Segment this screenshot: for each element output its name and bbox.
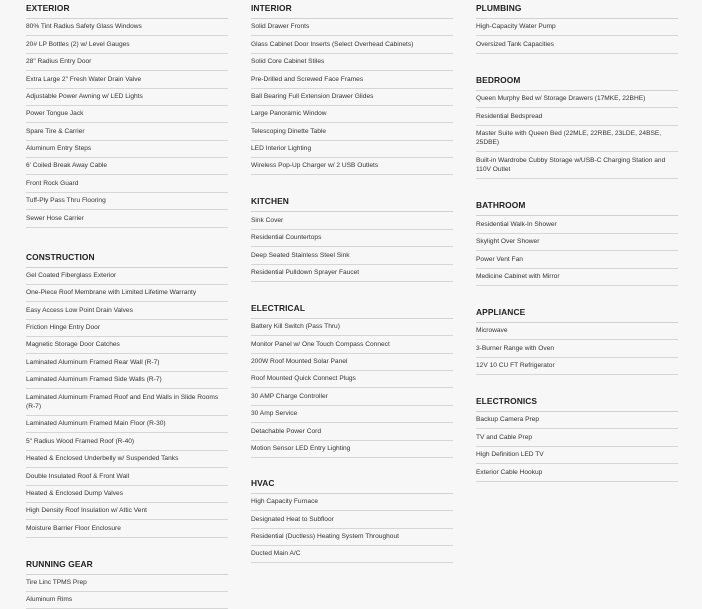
feature-item: High Density Roof Insulation w/ Attic Vent (26, 503, 228, 520)
feature-item: 30 Amp Service (251, 406, 453, 423)
feature-list (26, 19, 228, 228)
section-heading: RUNNING GEAR (26, 558, 228, 575)
feature-item: 30 AMP Charge Controller (251, 388, 453, 405)
features-column-3 (476, 0, 678, 482)
feature-item: High Capacity Furnace (251, 494, 453, 511)
section-exterior (26, 2, 228, 228)
section-interior (251, 2, 453, 175)
feature-list (476, 323, 678, 375)
feature-list (251, 212, 453, 282)
feature-item: Sewer Hose Carrier (26, 210, 228, 227)
feature-item: Designated Heat to Subfloor (251, 511, 453, 528)
feature-item: Monitor Panel w/ One Touch Compass Connect (251, 336, 453, 353)
feature-item: Detachable Power Cord (251, 423, 453, 440)
feature-list (26, 268, 228, 538)
feature-item: Wireless Pop-Up Charger w/ 2 USB Outlets (251, 158, 453, 175)
feature-item: Aluminum Entry Steps (26, 141, 228, 158)
feature-item: Ducted Main A/C (251, 546, 453, 563)
feature-item: LED Interior Lighting (251, 141, 453, 158)
feature-item: Ball Bearing Full Extension Drawer Glides (251, 89, 453, 106)
feature-item: Laminated Aluminum Framed Roof and End Walls in Slide Rooms (R-7) (26, 389, 228, 416)
feature-item: High Definition LED TV (476, 447, 678, 464)
feature-item: 20# LP Bottles (2) w/ Level Gauges (26, 36, 228, 53)
feature-item: Spare Tire & Carrier (26, 123, 228, 140)
section-heading: INTERIOR (251, 2, 453, 19)
feature-item: Power Vent Fan (476, 251, 678, 268)
feature-item: Deep Seated Stainless Steel Sink (251, 247, 453, 264)
feature-list (476, 412, 678, 482)
feature-item: One-Piece Roof Membrane with Limited Lifetime Warranty (26, 285, 228, 302)
feature-item: Telescoping Dinette Table (251, 123, 453, 140)
feature-item: High-Capacity Water Pump (476, 19, 678, 36)
feature-item: Aluminum Rims (26, 592, 228, 609)
section-running-gear (26, 558, 228, 609)
features-column-2 (251, 0, 453, 563)
section-bathroom (476, 199, 678, 286)
section-heading: KITCHEN (251, 195, 453, 212)
section-appliance (476, 306, 678, 375)
section-heading: EXTERIOR (26, 2, 228, 19)
feature-item: Extra Large 2" Fresh Water Drain Valve (26, 71, 228, 88)
feature-item: 200W Roof Mounted Solar Panel (251, 354, 453, 371)
feature-list (251, 19, 453, 175)
feature-item: Battery Kill Switch (Pass Thru) (251, 319, 453, 336)
section-hvac (251, 477, 453, 564)
section-electrical (251, 302, 453, 458)
feature-item: Moisture Barrier Floor Enclosure (26, 520, 228, 537)
section-heading: CONSTRUCTION (26, 251, 228, 268)
feature-item: 6' Coiled Break Away Cable (26, 158, 228, 175)
feature-item: Power Tongue Jack (26, 106, 228, 123)
feature-item: Laminated Aluminum Framed Rear Wall (R-7) (26, 354, 228, 371)
feature-item: 12V 10 CU FT Refrigerator (476, 358, 678, 375)
features-column-1 (26, 0, 228, 609)
section-heading: ELECTRICAL (251, 302, 453, 319)
feature-item: Pre-Drilled and Screwed Face Frames (251, 71, 453, 88)
feature-item: Adjustable Power Awning w/ LED Lights (26, 89, 228, 106)
feature-item: Sink Cover (251, 212, 453, 229)
feature-item: Queen Murphy Bed w/ Storage Drawers (17MKE, 22BHE) (476, 91, 678, 108)
feature-item: Oversized Tank Capacities (476, 36, 678, 53)
feature-item: Solid Drawer Fronts (251, 19, 453, 36)
feature-item: Master Suite with Queen Bed (22MLE, 22RBE, 23LDE, 24BSE, 25DBE) (476, 126, 678, 153)
feature-list (251, 319, 453, 458)
feature-item: Residential Countertops (251, 230, 453, 247)
section-electronics (476, 395, 678, 482)
feature-item: Laminated Aluminum Framed Main Floor (R-30) (26, 416, 228, 433)
feature-item: Medicine Cabinet with Mirror (476, 269, 678, 286)
feature-item: Heated & Enclosed Dump Valves (26, 486, 228, 503)
feature-item: Double Insulated Roof & Front Wall (26, 468, 228, 485)
feature-item: Built-in Wardrobe Cubby Storage w/USB-C Charging Station and 110V Outlet (476, 152, 678, 179)
feature-list (476, 19, 678, 54)
feature-item: Microwave (476, 323, 678, 340)
section-heading: ELECTRONICS (476, 395, 678, 412)
feature-list (26, 575, 228, 609)
feature-item: 5" Radius Wood Framed Roof (R-40) (26, 433, 228, 450)
feature-item: Backup Camera Prep (476, 412, 678, 429)
feature-item: Motion Sensor LED Entry Lighting (251, 441, 453, 458)
section-heading: BEDROOM (476, 74, 678, 91)
feature-item: Tuff-Ply Pass Thru Flooring (26, 193, 228, 210)
feature-item: Friction Hinge Entry Door (26, 320, 228, 337)
feature-item: Large Panoramic Window (251, 106, 453, 123)
feature-item: Exterior Cable Hookup (476, 464, 678, 481)
section-construction (26, 251, 228, 538)
feature-item: Skylight Over Shower (476, 234, 678, 251)
section-heading: HVAC (251, 477, 453, 494)
section-bedroom (476, 74, 678, 180)
feature-item: Solid Core Cabinet Stiles (251, 54, 453, 71)
feature-item: Residential Bedspread (476, 108, 678, 125)
feature-item: Tire Linc TPMS Prep (26, 575, 228, 592)
feature-item: Laminated Aluminum Framed Side Walls (R-7) (26, 372, 228, 389)
feature-item: 28" Radius Entry Door (26, 54, 228, 71)
feature-item: Residential (Ductless) Heating System Throughout (251, 529, 453, 546)
feature-item: Gel Coated Fiberglass Exterior (26, 268, 228, 285)
feature-list (476, 91, 678, 180)
feature-item: Front Rock Guard (26, 175, 228, 192)
feature-item: Residential Walk-In Shower (476, 216, 678, 233)
feature-item: 3-Burner Range with Oven (476, 340, 678, 357)
feature-item: 80% Tint Radius Safety Glass Windows (26, 19, 228, 36)
section-plumbing (476, 2, 678, 54)
section-kitchen (251, 195, 453, 282)
feature-item: TV and Cable Prep (476, 429, 678, 446)
feature-item: Heated & Enclosed Underbelly w/ Suspended Tanks (26, 451, 228, 468)
section-heading: BATHROOM (476, 199, 678, 216)
feature-item: Roof Mounted Quick Connect Plugs (251, 371, 453, 388)
feature-item: Easy Access Low Point Drain Valves (26, 302, 228, 319)
section-heading: PLUMBING (476, 2, 678, 19)
feature-item: Magnetic Storage Door Catches (26, 337, 228, 354)
feature-item: Glass Cabinet Door Inserts (Select Overhead Cabinets) (251, 36, 453, 53)
section-heading: APPLIANCE (476, 306, 678, 323)
feature-list (476, 216, 678, 286)
feature-item: Residential Pulldown Sprayer Faucet (251, 265, 453, 282)
feature-list (251, 494, 453, 564)
